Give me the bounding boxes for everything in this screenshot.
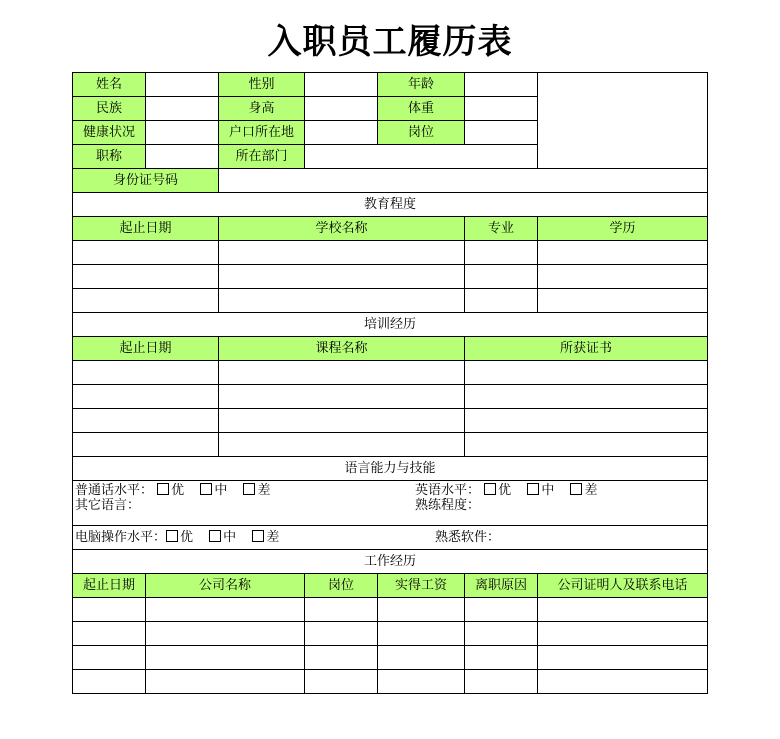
label-weight: 体重 — [378, 97, 465, 121]
section-language: 语言能力与技能 — [73, 457, 708, 481]
checkbox-mandarin-mid[interactable] — [200, 483, 212, 495]
training-row — [73, 409, 708, 433]
field-weight[interactable] — [465, 97, 538, 121]
field-height[interactable] — [305, 97, 378, 121]
label-age: 年龄 — [378, 73, 465, 97]
work-row — [73, 646, 708, 670]
mandarin-label: 普通话水平： — [75, 483, 154, 498]
work-row — [73, 622, 708, 646]
computer-label: 电脑操作水平： — [75, 530, 167, 545]
checkbox-computer-good[interactable] — [166, 530, 178, 542]
checkbox-mandarin-poor[interactable] — [243, 483, 255, 495]
proficiency-label: 熟练程度： — [415, 498, 481, 513]
checkbox-mandarin-good[interactable] — [157, 483, 169, 495]
section-training: 培训经历 — [73, 313, 708, 337]
field-gender[interactable] — [305, 73, 378, 97]
computer-row: 电脑操作水平： 优 中 差 熟悉软件： — [73, 526, 708, 550]
training-row — [73, 361, 708, 385]
col-edu-school: 学校名称 — [219, 217, 465, 241]
col-edu-dates: 起止日期 — [73, 217, 219, 241]
checkbox-computer-poor[interactable] — [252, 530, 264, 542]
work-header — [73, 574, 708, 598]
col-work-position: 岗位 — [305, 574, 378, 598]
english-label: 英语水平： — [415, 483, 481, 498]
field-department[interactable] — [305, 145, 538, 169]
label-height: 身高 — [219, 97, 305, 121]
label-id-number: 身份证号码 — [73, 169, 219, 193]
field-ethnicity[interactable] — [146, 97, 219, 121]
training-row — [73, 433, 708, 457]
label-title-rank: 职称 — [73, 145, 146, 169]
label-gender: 性别 — [219, 73, 305, 97]
col-edu-major: 专业 — [465, 217, 538, 241]
work-row — [73, 670, 708, 694]
label-department: 所在部门 — [219, 145, 305, 169]
education-row — [73, 241, 708, 265]
software-label: 熟悉软件： — [435, 530, 501, 545]
col-work-reason: 离职原因 — [465, 574, 538, 598]
field-hukou[interactable] — [305, 121, 378, 145]
checkbox-english-mid[interactable] — [527, 483, 539, 495]
training-row — [73, 385, 708, 409]
field-position[interactable] — [465, 121, 538, 145]
checkbox-english-poor[interactable] — [570, 483, 582, 495]
photo-area[interactable] — [538, 73, 708, 169]
field-health[interactable] — [146, 121, 219, 145]
education-row — [73, 265, 708, 289]
label-position: 岗位 — [378, 121, 465, 145]
education-header — [73, 217, 708, 241]
col-train-dates: 起止日期 — [73, 337, 219, 361]
label-ethnicity: 民族 — [73, 97, 146, 121]
form-title: 入职员工履历表 — [267, 22, 513, 62]
language-row: 普通话水平： 优 中 差 其它语言： 英语水平： 优 中 差 熟练程度： — [73, 481, 708, 526]
col-work-company: 公司名称 — [146, 574, 305, 598]
col-work-dates: 起止日期 — [73, 574, 146, 598]
col-work-salary: 实得工资 — [378, 574, 465, 598]
resume-table — [72, 72, 708, 694]
col-edu-degree: 学历 — [538, 217, 708, 241]
field-age[interactable] — [465, 73, 538, 97]
checkbox-computer-mid[interactable] — [209, 530, 221, 542]
other-language-label: 其它语言： — [75, 498, 141, 513]
section-work: 工作经历 — [73, 550, 708, 574]
field-title-rank[interactable] — [146, 145, 219, 169]
field-id-number[interactable] — [219, 169, 708, 193]
id-row — [73, 169, 708, 193]
basic-row-1 — [73, 73, 708, 97]
label-name: 姓名 — [73, 73, 146, 97]
col-work-reference: 公司证明人及联系电话 — [538, 574, 708, 598]
field-name[interactable] — [146, 73, 219, 97]
training-header — [73, 337, 708, 361]
section-education: 教育程度 — [73, 193, 708, 217]
label-hukou: 户口所在地 — [219, 121, 305, 145]
col-train-cert: 所获证书 — [465, 337, 708, 361]
label-health: 健康状况 — [73, 121, 146, 145]
col-train-course: 课程名称 — [219, 337, 465, 361]
work-row — [73, 598, 708, 622]
education-row — [73, 289, 708, 313]
checkbox-english-good[interactable] — [484, 483, 496, 495]
